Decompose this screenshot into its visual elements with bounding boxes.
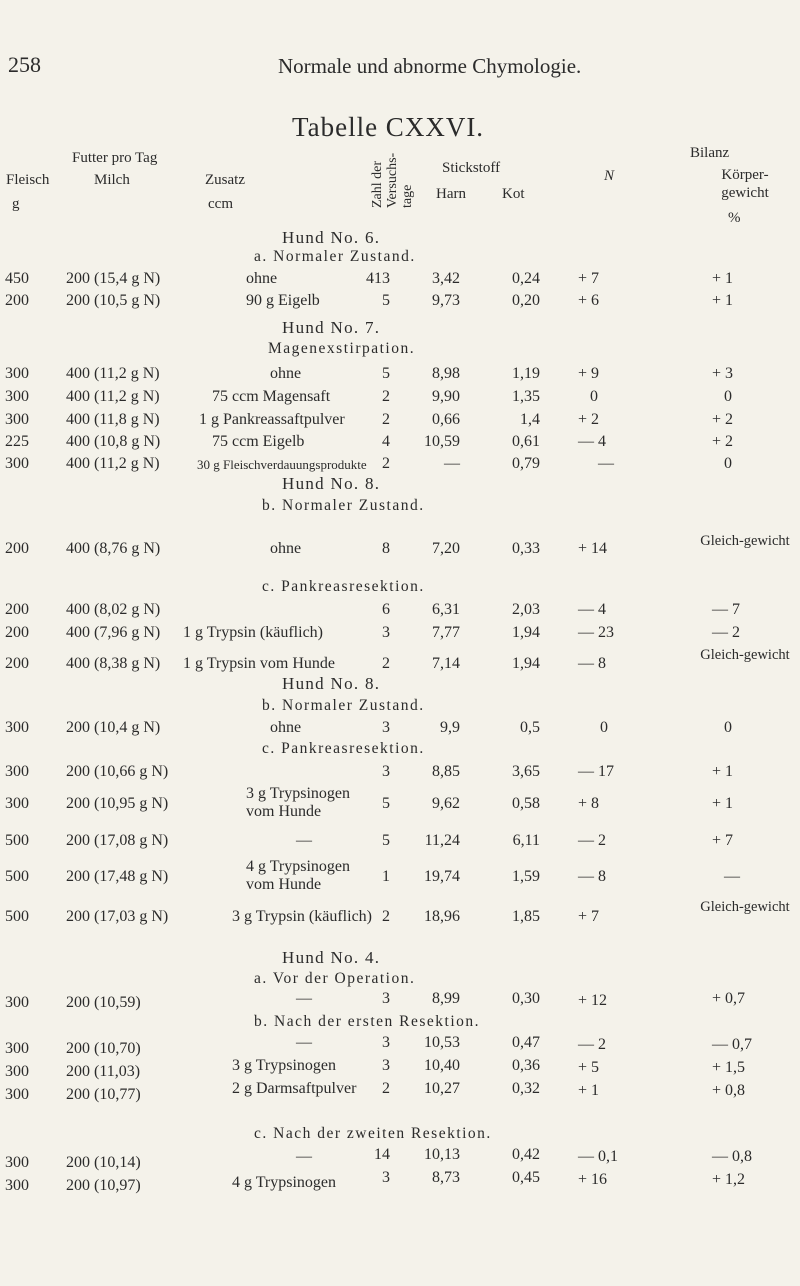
cell-kot: 0,30 (512, 990, 540, 1007)
section-title: b. Nach der ersten Resektion. (254, 1013, 480, 1030)
cell-kot: 0,61 (512, 433, 540, 450)
cell-kot: 0,58 (512, 795, 540, 812)
cell-milch: 400 (10,8 g N) (66, 433, 161, 450)
cell-fleisch: 300 (5, 1040, 29, 1057)
cell-kot: 0,20 (512, 292, 540, 309)
section-title: b. Normaler Zustand. (262, 497, 425, 514)
cell-koerpergewicht: 0 (724, 719, 732, 736)
cell-koerpergewicht: — 2 (712, 624, 740, 641)
cell-koerpergewicht: + 1,5 (712, 1059, 746, 1076)
cell-zusatz: ohne (246, 270, 278, 287)
cell-tage: 3 (382, 1169, 390, 1186)
cell-zusatz: ohne (270, 365, 302, 382)
cell-harn: 8,73 (432, 1169, 460, 1186)
cell-tage: 2 (382, 1080, 390, 1097)
cell-milch: 400 (11,2 g N) (66, 365, 160, 382)
cell-milch: 400 (8,76 g N) (66, 540, 161, 557)
cell-milch: 200 (17,48 g N) (66, 868, 169, 885)
cell-zusatz: 3 g Trypsinogen (232, 1057, 337, 1074)
cell-fleisch: 300 (5, 1177, 29, 1194)
cell-zusatz: 1 g Trypsin (käuflich) (183, 624, 323, 641)
cell-milch: 200 (15,4 g N) (66, 270, 161, 287)
cell-harn: — (444, 455, 460, 472)
cell-harn: 9,73 (432, 292, 460, 309)
cell-koerpergewicht: — 0,7 (712, 1036, 752, 1053)
cell-kot: 6,11 (512, 832, 540, 849)
cell-fleisch: 225 (5, 433, 29, 450)
section-title: c. Nach der zweiten Resektion. (254, 1125, 492, 1142)
cell-fleisch: 300 (5, 455, 29, 472)
cell-koerpergewicht: + 7 (712, 832, 734, 849)
cell-harn: 8,98 (432, 365, 460, 382)
cell-zusatz: 75 ccm Eigelb (212, 433, 305, 450)
cell-kot: 0,42 (512, 1146, 540, 1163)
cell-tage: 8 (382, 540, 390, 557)
cell-bilanz-n: + 12 (578, 992, 608, 1009)
cell-bilanz-n: — 4 (578, 601, 606, 618)
cell-milch: 200 (10,59) (66, 994, 141, 1011)
cell-tage: 2 (382, 388, 390, 405)
cell-tage: 2 (382, 655, 390, 672)
cell-tage: 5 (382, 292, 390, 309)
cell-zusatz: 1 g Pankreassaftpulver (199, 411, 345, 428)
cell-fleisch: 200 (5, 292, 29, 309)
page-number: 258 (8, 52, 41, 77)
cell-zusatz: 75 ccm Magensaft (212, 388, 331, 405)
cell-koerpergewicht: + 0,8 (712, 1082, 746, 1099)
cell-milch: 200 (10,95 g N) (66, 795, 169, 812)
cell-fleisch: 200 (5, 624, 29, 641)
section-title: b. Normaler Zustand. (262, 697, 425, 714)
cell-bilanz-n: — 2 (578, 832, 606, 849)
section-title: a. Normaler Zustand. (254, 248, 416, 265)
cell-fleisch: 300 (5, 1086, 29, 1103)
cell-kot: 0,47 (512, 1034, 540, 1051)
cell-bilanz-n: + 16 (578, 1171, 608, 1188)
header-milch: Milch (94, 172, 130, 188)
cell-milch: 400 (8,38 g N) (66, 655, 161, 672)
cell-bilanz-n: + 1 (578, 1082, 600, 1099)
cell-zusatz: 1 g Trypsin vom Hunde (183, 655, 336, 672)
cell-zusatz: 4 g Trypsinogen (232, 1174, 337, 1191)
cell-fleisch: 300 (5, 994, 29, 1011)
cell-harn: 3,42 (432, 270, 460, 287)
cell-harn: 10,27 (424, 1080, 460, 1097)
cell-kot: 1,59 (512, 868, 540, 885)
cell-bilanz-n: + 7 (578, 270, 600, 287)
cell-bilanz-n: + 8 (578, 795, 600, 812)
cell-zusatz: ohne (270, 719, 302, 736)
cell-kot: 1,85 (512, 908, 540, 925)
cell-tage: 3 (382, 990, 390, 1007)
cell-koerpergewicht: + 3 (712, 365, 734, 382)
cell-kot: 0,5 (520, 719, 540, 736)
cell-fleisch: 300 (5, 719, 29, 736)
header-futter: Futter pro Tag (72, 150, 158, 166)
cell-fleisch: 200 (5, 655, 29, 672)
cell-bilanz-n: — 2 (578, 1036, 606, 1053)
cell-tage: 4 (382, 433, 390, 450)
cell-harn: 10,40 (424, 1057, 460, 1074)
cell-bilanz-n: 0 (600, 719, 608, 736)
cell-harn: 19,74 (424, 868, 460, 885)
cell-tage: 2 (382, 411, 390, 428)
cell-kot: 1,19 (512, 365, 540, 382)
cell-tage: 5 (382, 795, 390, 812)
cell-harn: 9,9 (440, 719, 460, 736)
cell-kot: 1,94 (512, 624, 540, 641)
cell-bilanz-n: + 6 (578, 292, 600, 309)
cell-zusatz: 3 g Trypsinogen vom Hunde (246, 785, 351, 820)
cell-bilanz-n: + 5 (578, 1059, 600, 1076)
cell-milch: 200 (11,03) (66, 1063, 141, 1080)
cell-harn: 6,31 (432, 601, 460, 618)
cell-milch: 400 (11,8 g N) (66, 411, 160, 428)
header-bilanz: Bilanz (690, 145, 730, 161)
cell-fleisch: 500 (5, 832, 29, 849)
cell-zusatz: — (296, 990, 312, 1007)
cell-harn: 10,53 (424, 1034, 460, 1051)
cell-fleisch: 300 (5, 411, 29, 428)
cell-koerpergewicht: + 2 (712, 411, 734, 428)
cell-kot: 0,36 (512, 1057, 540, 1074)
cell-bilanz-n: — 8 (578, 868, 606, 885)
cell-bilanz-n: + 14 (578, 540, 608, 557)
cell-koerpergewicht: — 0,8 (712, 1148, 752, 1165)
cell-kot: 1,35 (512, 388, 540, 405)
header-unit-ccm: ccm (208, 196, 233, 212)
cell-tage: 3 (382, 763, 390, 780)
cell-koerpergewicht: Gleich-gewicht (700, 647, 790, 663)
cell-koerpergewicht: 0 (724, 455, 732, 472)
section-title: Hund No. 4. (282, 948, 381, 967)
cell-fleisch: 300 (5, 763, 29, 780)
cell-harn: 9,62 (432, 795, 460, 812)
cell-harn: 0,66 (432, 411, 460, 428)
cell-tage: 1 (382, 868, 390, 885)
cell-fleisch: 300 (5, 388, 29, 405)
header-n: N (604, 168, 615, 184)
cell-koerpergewicht: + 1 (712, 270, 734, 287)
cell-milch: 200 (10,4 g N) (66, 719, 161, 736)
cell-harn: 8,85 (432, 763, 460, 780)
cell-kot: 0,79 (512, 455, 540, 472)
cell-bilanz-n: — 17 (578, 763, 614, 780)
cell-zusatz: 30 g Fleischverdauungsprodukte (197, 457, 367, 472)
cell-tage: 2 (382, 908, 390, 925)
cell-harn: 18,96 (424, 908, 460, 925)
header-zusatz: Zusatz (205, 172, 245, 188)
cell-harn: 10,13 (424, 1146, 460, 1163)
cell-tage: 5 (382, 832, 390, 849)
cell-harn: 9,90 (432, 388, 460, 405)
cell-zusatz: 3 g Trypsin (käuflich) (232, 908, 372, 925)
cell-tage: 5 (382, 365, 390, 382)
cell-koerpergewicht: + 1 (712, 795, 734, 812)
cell-tage: 2 (382, 455, 390, 472)
cell-milch: 200 (10,70) (66, 1040, 141, 1057)
cell-koerpergewicht: + 0,7 (712, 990, 746, 1007)
cell-milch: 200 (10,66 g N) (66, 763, 169, 780)
cell-koerpergewicht: + 1 (712, 763, 734, 780)
cell-koerpergewicht: Gleich-gewicht (700, 899, 790, 915)
section-title: Hund No. 6. (282, 228, 381, 247)
cell-milch: 400 (11,2 g N) (66, 388, 160, 405)
cell-fleisch: 450 (5, 270, 29, 287)
cell-fleisch: 300 (5, 1063, 29, 1080)
cell-bilanz-n: — 4 (578, 433, 606, 450)
section-title: c. Pankreasresektion. (262, 578, 425, 595)
cell-koerpergewicht: — 7 (712, 601, 740, 618)
section-title: a. Vor der Operation. (254, 970, 416, 987)
cell-harn: 7,77 (432, 624, 460, 641)
cell-tage: 6 (382, 601, 390, 618)
header-stickstoff: Stickstoff (442, 160, 501, 176)
cell-tage: 3 (382, 624, 390, 641)
cell-koerpergewicht: 0 (724, 388, 732, 405)
cell-harn: 11,24 (424, 832, 460, 849)
cell-milch: 200 (17,08 g N) (66, 832, 169, 849)
cell-bilanz-n: 0 (590, 388, 598, 405)
cell-milch: 400 (11,2 g N) (66, 455, 160, 472)
cell-kot: 0,32 (512, 1080, 540, 1097)
cell-tage: 3 (382, 1034, 390, 1051)
cell-bilanz-n: — 23 (578, 624, 614, 641)
cell-fleisch: 300 (5, 365, 29, 382)
cell-bilanz-n: — 8 (578, 655, 606, 672)
section-title: Hund No. 7. (282, 318, 381, 337)
cell-milch: 200 (10,14) (66, 1154, 141, 1171)
cell-bilanz-n: — (598, 455, 614, 472)
header-fleisch: Fleisch (6, 172, 50, 188)
cell-fleisch: 500 (5, 868, 29, 885)
cell-koerpergewicht: + 2 (712, 433, 734, 450)
cell-zusatz: — (296, 1148, 312, 1165)
cell-zusatz: 90 g Eigelb (246, 292, 320, 309)
cell-milch: 400 (8,02 g N) (66, 601, 161, 618)
cell-kot: 0,45 (512, 1169, 540, 1186)
section-title: Magenexstirpation. (268, 340, 416, 357)
cell-koerpergewicht: Gleich-gewicht (700, 533, 790, 549)
cell-bilanz-n: + 2 (578, 411, 600, 428)
cell-fleisch: 300 (5, 795, 29, 812)
cell-kot: 0,24 (512, 270, 540, 287)
header-kot: Kot (502, 186, 525, 202)
cell-zusatz: 4 g Trypsinogen vom Hunde (246, 858, 351, 893)
section-title: c. Pankreasresektion. (262, 740, 425, 757)
cell-kot: 3,65 (512, 763, 540, 780)
cell-milch: 400 (7,96 g N) (66, 624, 161, 641)
cell-tage: 3 (382, 1057, 390, 1074)
cell-koerpergewicht: — (724, 868, 740, 885)
cell-bilanz-n: + 9 (578, 365, 600, 382)
header-koerpergewicht: Körper-gewicht (721, 167, 769, 201)
table-title: Tabelle CXXVI. (292, 112, 485, 142)
cell-tage: 3 (382, 719, 390, 736)
section-title: Hund No. 8. (282, 674, 381, 693)
cell-kot: 1,4 (520, 411, 540, 428)
running-head: Normale und abnorme Chymologie. (278, 54, 582, 78)
cell-harn: 7,14 (432, 655, 460, 672)
cell-fleisch: 300 (5, 1154, 29, 1171)
cell-zusatz: ohne (270, 540, 302, 557)
cell-bilanz-n: — 0,1 (578, 1148, 618, 1165)
cell-fleisch: 500 (5, 908, 29, 925)
cell-kot: 2,03 (512, 601, 540, 618)
cell-kot: 1,94 (512, 655, 540, 672)
cell-tage: 14 (374, 1146, 390, 1163)
cell-bilanz-n: + 7 (578, 908, 600, 925)
cell-milch: 200 (10,77) (66, 1086, 141, 1103)
cell-zusatz: — (296, 832, 312, 849)
cell-milch: 200 (10,5 g N) (66, 292, 161, 309)
cell-harn: 8,99 (432, 990, 460, 1007)
cell-koerpergewicht: + 1,2 (712, 1171, 746, 1188)
cell-milch: 200 (10,97) (66, 1177, 141, 1194)
cell-harn: 7,20 (432, 540, 460, 557)
header-unit-g: g (12, 196, 20, 212)
cell-fleisch: 200 (5, 601, 29, 618)
cell-zusatz: 2 g Darmsaftpulver (232, 1080, 357, 1097)
cell-zusatz: — (296, 1034, 312, 1051)
cell-kot: 0,33 (512, 540, 540, 557)
header-percent: % (728, 210, 741, 226)
cell-koerpergewicht: + 1 (712, 292, 734, 309)
cell-milch: 200 (17,03 g N) (66, 908, 169, 925)
cell-fleisch: 200 (5, 540, 29, 557)
header-harn: Harn (436, 186, 466, 202)
cell-tage: 413 (366, 270, 390, 287)
header-versuchstage: Zahl der Versuchs-tage (370, 152, 415, 208)
section-title: Hund No. 8. (282, 474, 381, 493)
cell-harn: 10,59 (424, 433, 460, 450)
